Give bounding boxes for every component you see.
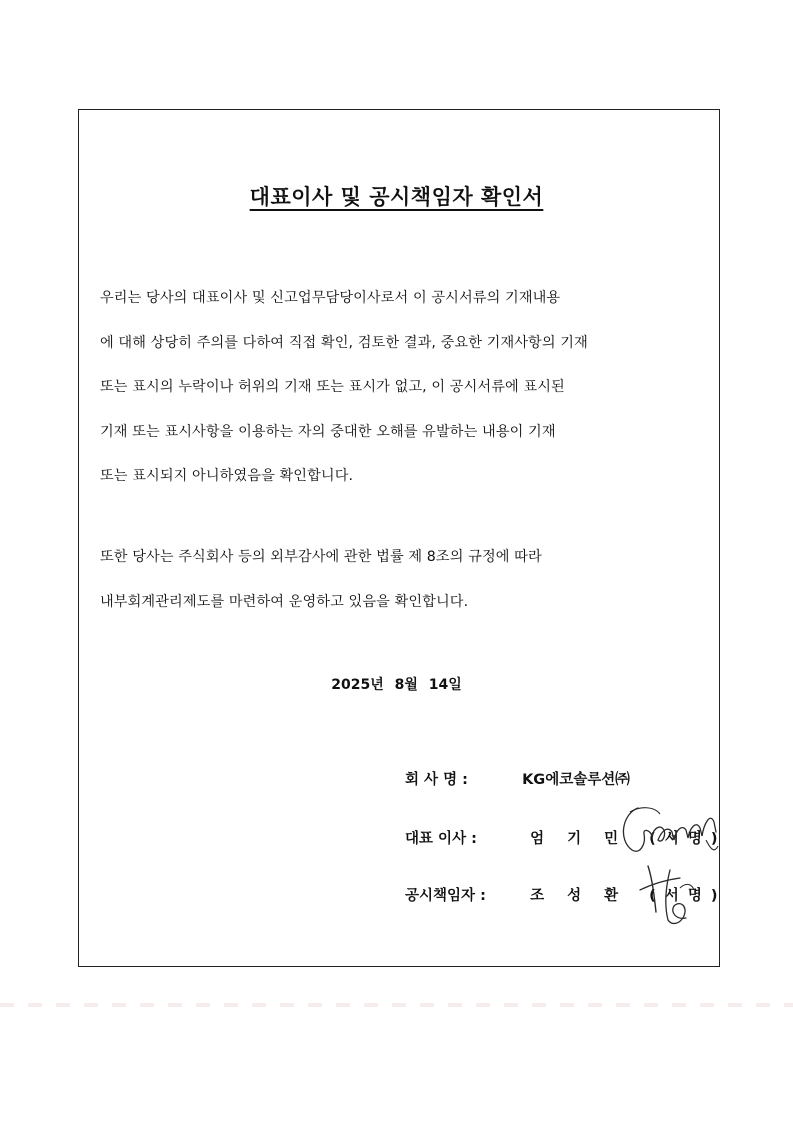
ceo-signature-placeholder: ( 서 명 ) xyxy=(649,831,718,847)
officer-label: 공시책임자 : xyxy=(405,888,486,904)
company-name: KG에코솔루션㈜ xyxy=(522,772,630,788)
ceo-name: 엄 기 민 xyxy=(530,831,628,847)
paragraph-line: 또는 표시의 누락이나 허위의 기재 또는 표시가 없고, 이 공시서류에 표시된 xyxy=(100,379,565,395)
officer-name: 조 성 환 xyxy=(530,888,628,904)
officer-signature-placeholder: ( 서 명 ) xyxy=(649,888,718,904)
paragraph-line: 또한 당사는 주식회사 등의 외부감사에 관한 법률 제 8조의 규정에 따라 xyxy=(100,549,542,565)
paragraph-line: 우리는 당사의 대표이사 및 신고업무담당이사로서 이 공시서류의 기재내용 xyxy=(100,290,561,306)
paragraph-line: 기재 또는 표시사항을 이용하는 자의 중대한 오해를 유발하는 내용이 기재 xyxy=(100,423,556,440)
paragraph-line: 내부회계관리제도를 마련하여 운영하고 있음을 확인합니다. xyxy=(100,593,469,610)
paragraph-line: 에 대해 상당히 주의를 다하여 직접 확인, 검토한 결과, 중요한 기재사항의 기재 xyxy=(100,334,588,351)
document-date: 2025년 8월 14일 xyxy=(331,677,462,693)
company-row xyxy=(405,768,630,789)
paragraph-confirmation xyxy=(100,284,588,507)
company-label: 회 사 명 : xyxy=(405,772,468,788)
officer-row xyxy=(405,884,718,905)
ceo-row xyxy=(405,827,718,848)
paragraph-internal-control xyxy=(100,543,542,632)
paragraph-line: 또는 표시되지 아니하였음을 확인합니다. xyxy=(100,468,354,484)
scan-artifact-divider xyxy=(0,1003,793,1007)
ceo-label: 대표 이사 : xyxy=(405,831,477,847)
document-title: 대표이사 및 공시책임자 확인서 xyxy=(249,185,544,209)
